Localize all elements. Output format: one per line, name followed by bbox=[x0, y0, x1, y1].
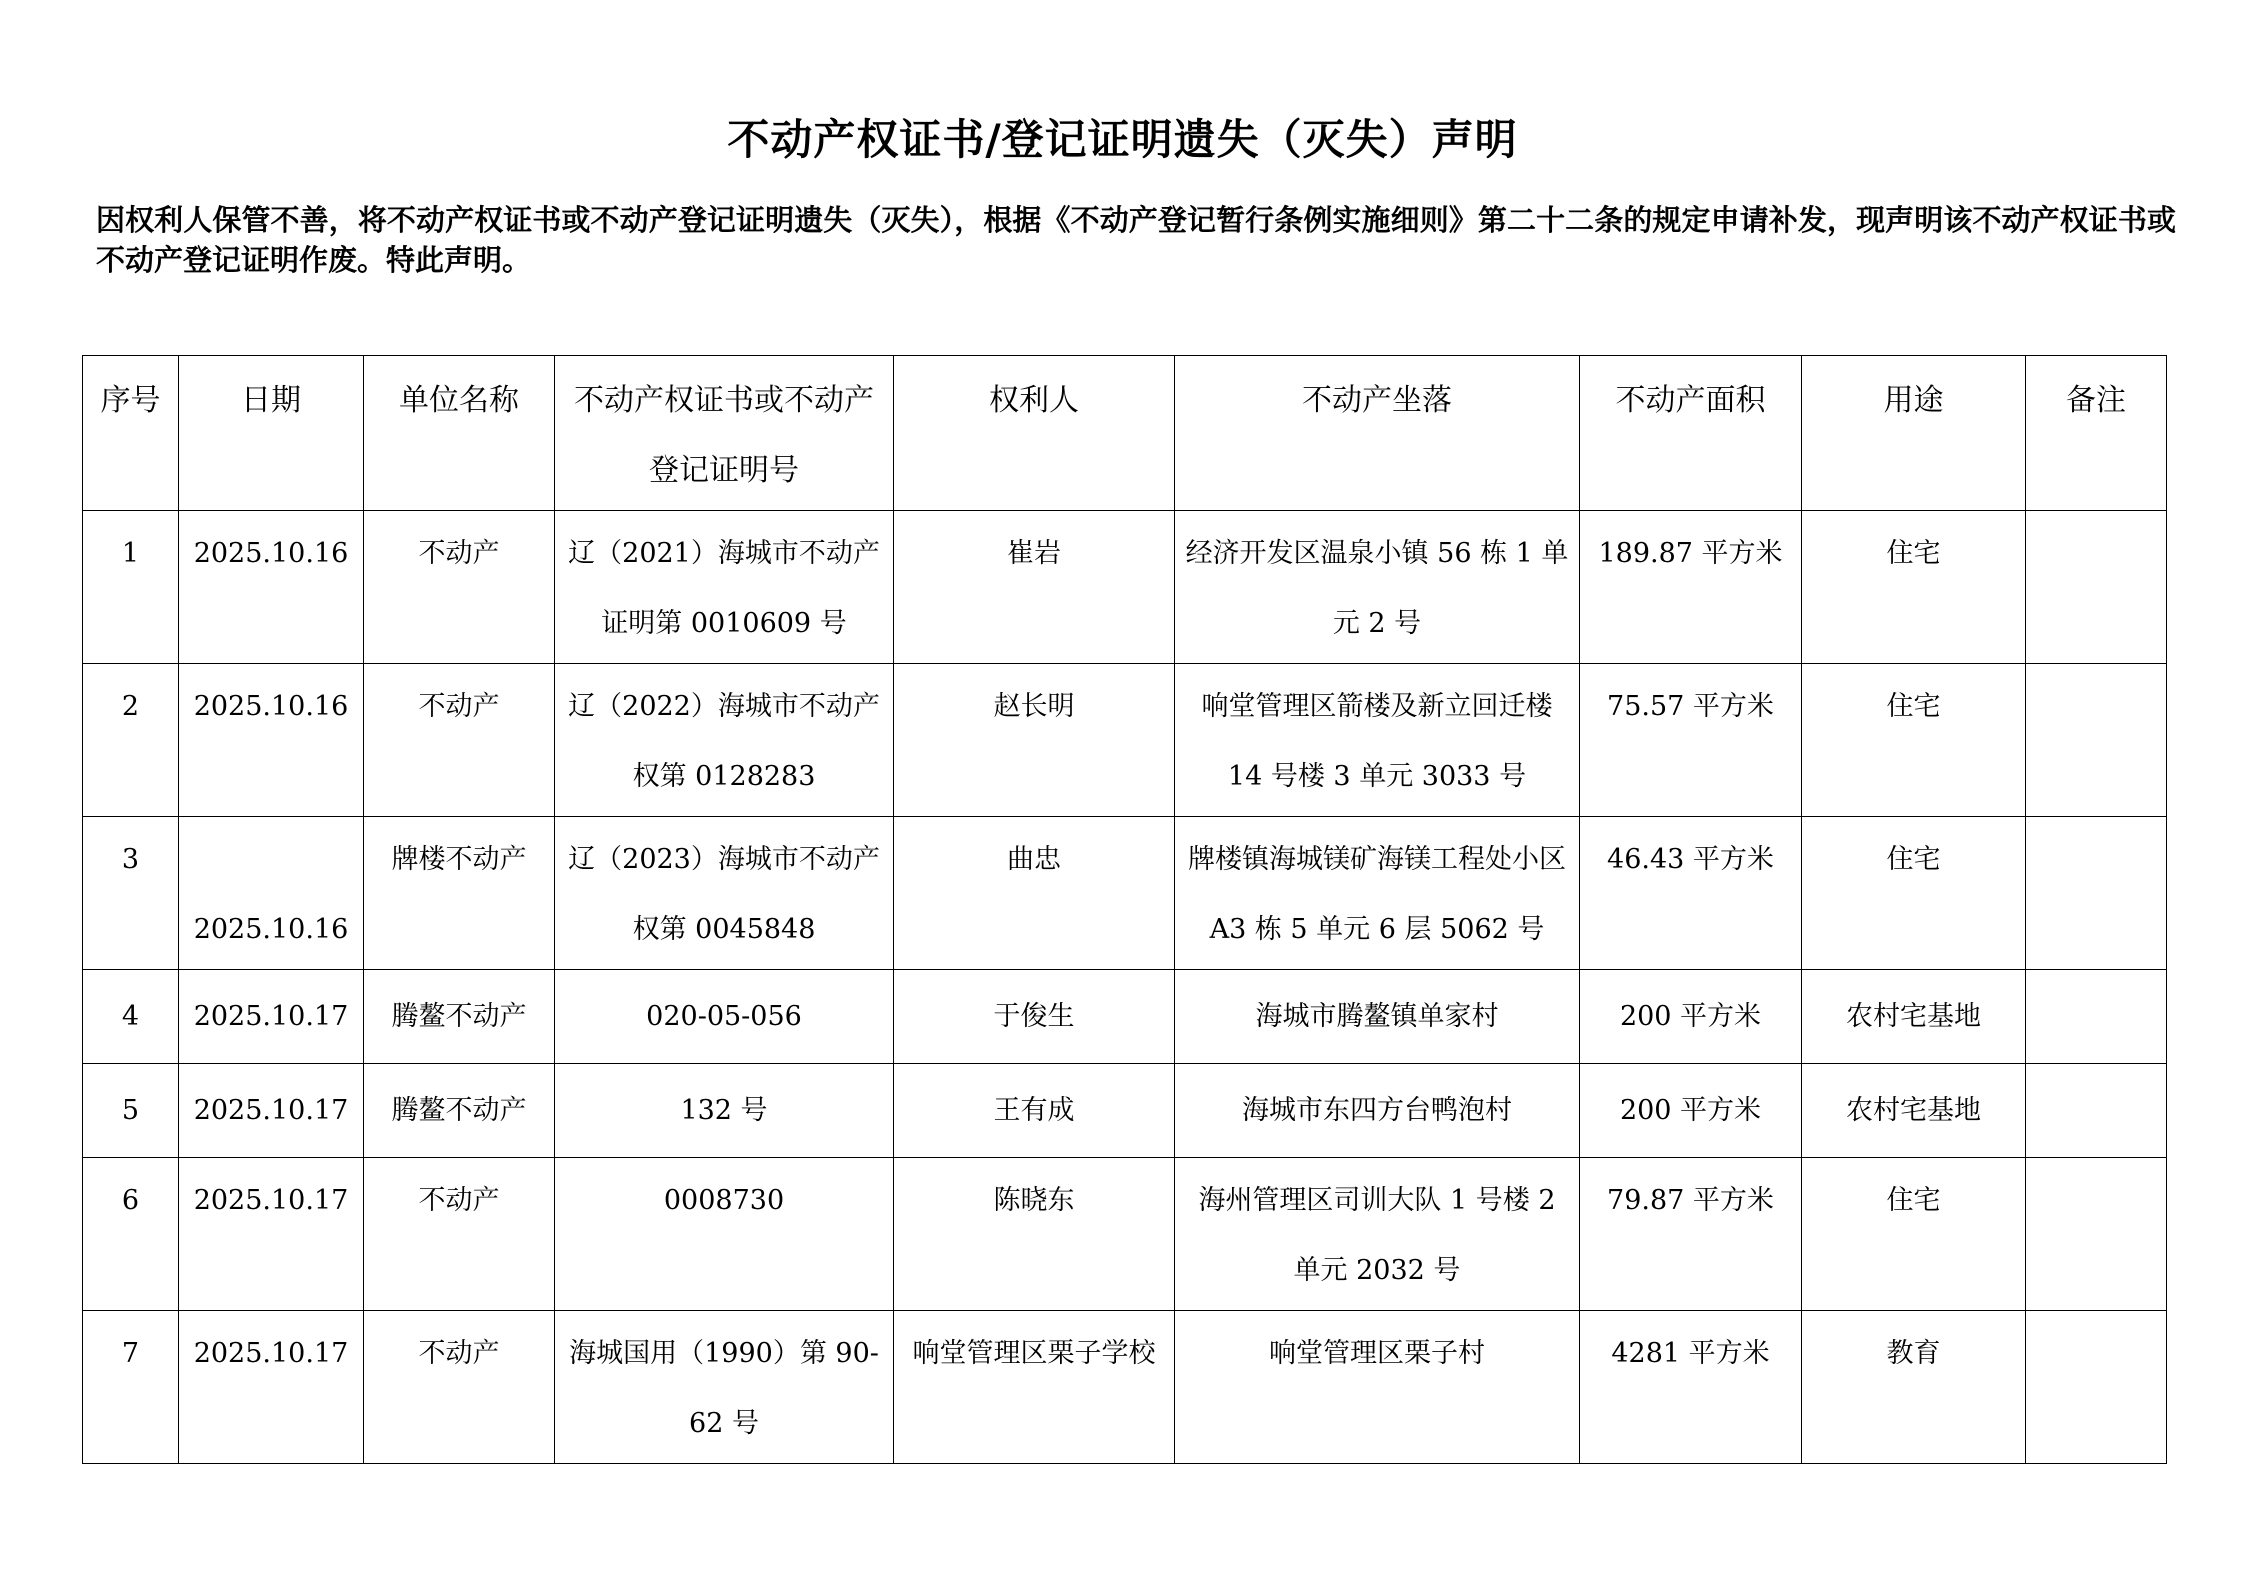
header-remark: 备注 bbox=[2026, 356, 2167, 511]
cell-owner: 赵长明 bbox=[894, 664, 1175, 817]
cell-unit: 不动产 bbox=[364, 1311, 555, 1464]
cell-remark bbox=[2026, 511, 2167, 664]
cell-location: 海城市东四方台鸭泡村 bbox=[1175, 1064, 1580, 1158]
cell-date: 2025.10.17 bbox=[179, 1158, 364, 1311]
loss-records-table bbox=[82, 355, 2167, 1464]
table-row bbox=[83, 970, 2167, 1064]
cell-location: 响堂管理区箭楼及新立回迁楼 14 号楼 3 单元 3033 号 bbox=[1175, 664, 1580, 817]
header-area: 不动产面积 bbox=[1580, 356, 1802, 511]
cell-seq: 7 bbox=[83, 1311, 179, 1464]
table-row bbox=[83, 1064, 2167, 1158]
table-row bbox=[83, 1311, 2167, 1464]
cell-area: 189.87 平方米 bbox=[1580, 511, 1802, 664]
cell-unit: 不动产 bbox=[364, 1158, 555, 1311]
cell-seq: 4 bbox=[83, 970, 179, 1064]
cell-seq: 6 bbox=[83, 1158, 179, 1311]
table-row bbox=[83, 664, 2167, 817]
table-row bbox=[83, 1158, 2167, 1311]
cell-area: 79.87 平方米 bbox=[1580, 1158, 1802, 1311]
cell-usage: 住宅 bbox=[1802, 817, 2026, 970]
cell-date: 2025.10.16 bbox=[179, 511, 364, 664]
cell-remark bbox=[2026, 664, 2167, 817]
document-title: 不动产权证书/登记证明遗失（灭失）声明 bbox=[727, 115, 1518, 164]
statement-paragraph: 因权利人保管不善，将不动产权证书或不动产登记证明遗失（灭失），根据《不动产登记暂行条例实施细则》第二十二条的规定申请补发，现声明该不动产权证书或不动产登记证明作废。特此声明。 bbox=[96, 203, 2176, 277]
cell-owner: 陈晓东 bbox=[894, 1158, 1175, 1311]
header-usage: 用途 bbox=[1802, 356, 2026, 511]
cell-seq: 2 bbox=[83, 664, 179, 817]
cell-location: 海州管理区司训大队 1 号楼 2 单元 2032 号 bbox=[1175, 1158, 1580, 1311]
cell-usage: 住宅 bbox=[1802, 511, 2026, 664]
cell-location: 经济开发区温泉小镇 56 栋 1 单元 2 号 bbox=[1175, 511, 1580, 664]
cell-area: 46.43 平方米 bbox=[1580, 817, 1802, 970]
cell-owner: 曲忠 bbox=[894, 817, 1175, 970]
header-seq: 序号 bbox=[83, 356, 179, 511]
cell-cert-no: 辽（2022）海城市不动产权第 0128283 bbox=[555, 664, 894, 817]
cell-seq: 3 bbox=[83, 817, 179, 970]
cell-area: 75.57 平方米 bbox=[1580, 664, 1802, 817]
cell-cert-no: 海城国用（1990）第 90-62 号 bbox=[555, 1311, 894, 1464]
table-header-row bbox=[83, 356, 2167, 511]
cell-owner: 王有成 bbox=[894, 1064, 1175, 1158]
cell-unit: 腾鳌不动产 bbox=[364, 970, 555, 1064]
cell-cert-no: 辽（2023）海城市不动产权第 0045848 bbox=[555, 817, 894, 970]
header-location: 不动产坐落 bbox=[1175, 356, 1580, 511]
cell-owner: 于俊生 bbox=[894, 970, 1175, 1064]
table-row bbox=[83, 817, 2167, 970]
cell-remark bbox=[2026, 1311, 2167, 1464]
cell-seq: 1 bbox=[83, 511, 179, 664]
table-row bbox=[83, 511, 2167, 664]
cell-usage: 农村宅基地 bbox=[1802, 970, 2026, 1064]
cell-cert-no: 辽（2021）海城市不动产证明第 0010609 号 bbox=[555, 511, 894, 664]
cell-remark bbox=[2026, 970, 2167, 1064]
cell-date: 2025.10.17 bbox=[179, 1064, 364, 1158]
cell-usage: 住宅 bbox=[1802, 664, 2026, 817]
header-cert-no: 不动产权证书或不动产登记证明号 bbox=[555, 356, 894, 511]
cell-owner: 响堂管理区栗子学校 bbox=[894, 1311, 1175, 1464]
cell-cert-no: 0008730 bbox=[555, 1158, 894, 1311]
cell-seq: 5 bbox=[83, 1064, 179, 1158]
cell-area: 200 平方米 bbox=[1580, 970, 1802, 1064]
cell-remark bbox=[2026, 1064, 2167, 1158]
cell-usage: 教育 bbox=[1802, 1311, 2026, 1464]
cell-date: 2025.10.17 bbox=[179, 970, 364, 1064]
cell-remark bbox=[2026, 1158, 2167, 1311]
cell-area: 4281 平方米 bbox=[1580, 1311, 1802, 1464]
cell-usage: 住宅 bbox=[1802, 1158, 2026, 1311]
cell-location: 响堂管理区栗子村 bbox=[1175, 1311, 1580, 1464]
header-owner: 权利人 bbox=[894, 356, 1175, 511]
cell-unit: 腾鳌不动产 bbox=[364, 1064, 555, 1158]
cell-usage: 农村宅基地 bbox=[1802, 1064, 2026, 1158]
cell-location: 海城市腾鳌镇单家村 bbox=[1175, 970, 1580, 1064]
cell-unit: 不动产 bbox=[364, 511, 555, 664]
cell-date: 2025.10.16 bbox=[179, 817, 364, 970]
cell-unit: 不动产 bbox=[364, 664, 555, 817]
cell-cert-no: 020-05-056 bbox=[555, 970, 894, 1064]
cell-owner: 崔岩 bbox=[894, 511, 1175, 664]
cell-unit: 牌楼不动产 bbox=[364, 817, 555, 970]
cell-date: 2025.10.17 bbox=[179, 1311, 364, 1464]
header-unit: 单位名称 bbox=[364, 356, 555, 511]
cell-date: 2025.10.16 bbox=[179, 664, 364, 817]
cell-location: 牌楼镇海城镁矿海镁工程处小区 A3 栋 5 单元 6 层 5062 号 bbox=[1175, 817, 1580, 970]
header-date: 日期 bbox=[179, 356, 364, 511]
cell-area: 200 平方米 bbox=[1580, 1064, 1802, 1158]
cell-remark bbox=[2026, 817, 2167, 970]
cell-cert-no: 132 号 bbox=[555, 1064, 894, 1158]
